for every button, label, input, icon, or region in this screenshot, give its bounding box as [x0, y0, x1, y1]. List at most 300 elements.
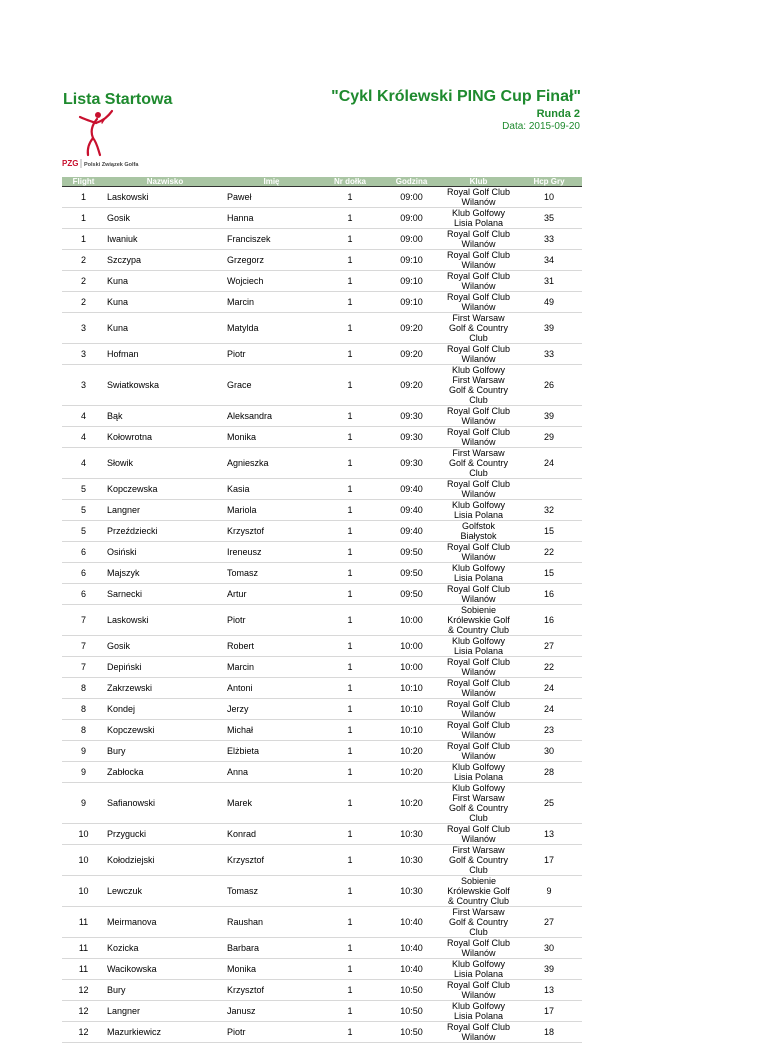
hole-cell: 1 [318, 741, 382, 762]
flight-cell: 9 [62, 741, 105, 762]
flight-cell: 3 [62, 313, 105, 344]
hcp-cell: 39 [516, 406, 582, 427]
surname-cell: Zabłocka [105, 762, 225, 783]
club-cell: Royal Golf Club Wilanów [441, 406, 516, 427]
club-cell: Klub Golfowy Lisia Polana [441, 762, 516, 783]
surname-cell: Langner [105, 1001, 225, 1022]
club-cell: First Warsaw Golf & Country Club [441, 313, 516, 344]
surname-cell: Hofman [105, 344, 225, 365]
hole-cell: 1 [318, 605, 382, 636]
logo-name: Polski Związek Golfa [84, 162, 139, 168]
hole-cell: 1 [318, 229, 382, 250]
hcp-cell: 34 [516, 250, 582, 271]
time-cell: 09:30 [382, 427, 441, 448]
club-cell: Royal Golf Club Wilanów [441, 741, 516, 762]
flight-cell: 11 [62, 907, 105, 938]
hole-cell: 1 [318, 479, 382, 500]
hcp-cell [516, 479, 582, 500]
hole-cell: 1 [318, 365, 382, 406]
time-cell: 10:40 [382, 959, 441, 980]
hcp-cell: 28 [516, 762, 582, 783]
event-title: "Cykl Królewski PING Cup Finał" [331, 88, 581, 105]
club-cell: Klub Golfowy Lisia Polana [441, 208, 516, 229]
table-row [62, 907, 582, 938]
hcp-cell: 33 [516, 344, 582, 365]
table-header-row [62, 177, 582, 187]
hcp-cell: 26 [516, 365, 582, 406]
hcp-cell: 16 [516, 605, 582, 636]
hcp-cell: 33 [516, 229, 582, 250]
hole-cell: 1 [318, 563, 382, 584]
name-cell: Ireneusz [225, 542, 318, 563]
time-cell: 10:10 [382, 678, 441, 699]
hcp-cell: 16 [516, 584, 582, 605]
table-row [62, 365, 582, 406]
surname-cell: Langner [105, 500, 225, 521]
club-cell: Klub Golfowy First Warsaw Golf & Country Club [441, 783, 516, 824]
surname-cell: Kuna [105, 271, 225, 292]
col-club: Klub [441, 177, 516, 187]
hole-cell: 1 [318, 208, 382, 229]
time-cell: 10:00 [382, 605, 441, 636]
hole-cell: 1 [318, 1022, 382, 1043]
table-row [62, 208, 582, 229]
surname-cell: Kołodziejski [105, 845, 225, 876]
pzg-logo [62, 105, 182, 175]
table-row [62, 427, 582, 448]
club-cell: Royal Golf Club Wilanów [441, 678, 516, 699]
flight-cell: 2 [62, 250, 105, 271]
hole-cell: 1 [318, 783, 382, 824]
flight-cell: 9 [62, 783, 105, 824]
name-cell: Marcin [225, 657, 318, 678]
club-cell: Royal Golf Club Wilanów [441, 980, 516, 1001]
name-cell: Konrad [225, 824, 318, 845]
table-row [62, 762, 582, 783]
surname-cell: Gosik [105, 208, 225, 229]
hole-cell: 1 [318, 1001, 382, 1022]
col-time: Godzina [382, 177, 441, 187]
table-row [62, 229, 582, 250]
table-row [62, 542, 582, 563]
name-cell: Monika [225, 427, 318, 448]
hcp-cell: 29 [516, 427, 582, 448]
surname-cell: Iwaniuk [105, 229, 225, 250]
flight-cell: 7 [62, 605, 105, 636]
hole-cell: 1 [318, 980, 382, 1001]
name-cell: Kasia [225, 479, 318, 500]
hcp-cell: 15 [516, 521, 582, 542]
flight-cell: 2 [62, 271, 105, 292]
flight-cell: 5 [62, 521, 105, 542]
surname-cell: Kołowrotna [105, 427, 225, 448]
name-cell: Marcin [225, 292, 318, 313]
surname-cell: Przygucki [105, 824, 225, 845]
hole-cell: 1 [318, 845, 382, 876]
name-cell: Marek [225, 783, 318, 824]
hcp-cell: 49 [516, 292, 582, 313]
table-row [62, 406, 582, 427]
hole-cell: 1 [318, 938, 382, 959]
name-cell: Mariola [225, 500, 318, 521]
surname-cell: Kopczewska [105, 479, 225, 500]
table-row [62, 344, 582, 365]
name-cell: Janusz [225, 1001, 318, 1022]
club-cell: Sobienie Królewskie Golf & Country Club [441, 876, 516, 907]
time-cell: 09:40 [382, 521, 441, 542]
flight-cell: 11 [62, 959, 105, 980]
club-cell: Klub Golfowy Lisia Polana [441, 959, 516, 980]
time-cell: 09:00 [382, 208, 441, 229]
flight-cell: 8 [62, 699, 105, 720]
table-row [62, 313, 582, 344]
club-cell: First Warsaw Golf & Country Club [441, 845, 516, 876]
flight-cell: 2 [62, 292, 105, 313]
time-cell: 10:00 [382, 636, 441, 657]
hcp-cell: 39 [516, 959, 582, 980]
surname-cell: Przeździecki [105, 521, 225, 542]
table-row [62, 1022, 582, 1043]
hcp-cell: 24 [516, 448, 582, 479]
name-cell: Michał [225, 720, 318, 741]
name-cell: Artur [225, 584, 318, 605]
time-cell: 10:30 [382, 845, 441, 876]
time-cell: 09:30 [382, 406, 441, 427]
flight-cell: 7 [62, 636, 105, 657]
hcp-cell: 39 [516, 313, 582, 344]
table-row [62, 959, 582, 980]
table-row [62, 563, 582, 584]
club-cell: Klub Golfowy Lisia Polana [441, 1001, 516, 1022]
hcp-cell: 9 [516, 876, 582, 907]
surname-cell: Kondej [105, 699, 225, 720]
table-row [62, 824, 582, 845]
club-cell: Royal Golf Club Wilanów [441, 657, 516, 678]
hole-cell: 1 [318, 500, 382, 521]
list-title: Lista Startowa [63, 91, 173, 108]
hcp-cell: 24 [516, 678, 582, 699]
surname-cell: Kozicka [105, 938, 225, 959]
time-cell: 10:40 [382, 907, 441, 938]
surname-cell: Laskowski [105, 187, 225, 208]
hole-cell: 1 [318, 876, 382, 907]
hcp-cell: 24 [516, 699, 582, 720]
time-cell: 09:40 [382, 479, 441, 500]
surname-cell: Laskowski [105, 605, 225, 636]
flight-cell: 4 [62, 427, 105, 448]
time-cell: 09:10 [382, 271, 441, 292]
hole-cell: 1 [318, 959, 382, 980]
club-cell: Royal Golf Club Wilanów [441, 250, 516, 271]
hcp-cell: 27 [516, 907, 582, 938]
flight-cell: 11 [62, 938, 105, 959]
time-cell: 09:20 [382, 344, 441, 365]
hole-cell: 1 [318, 907, 382, 938]
table-row [62, 720, 582, 741]
club-cell: Royal Golf Club Wilanów [441, 427, 516, 448]
flight-cell: 1 [62, 187, 105, 208]
time-cell: 10:20 [382, 741, 441, 762]
club-cell: Royal Golf Club Wilanów [441, 584, 516, 605]
hcp-cell: 10 [516, 187, 582, 208]
hole-cell: 1 [318, 250, 382, 271]
flight-cell: 4 [62, 448, 105, 479]
name-cell: Barbara [225, 938, 318, 959]
name-cell: Tomasz [225, 563, 318, 584]
time-cell: 09:20 [382, 365, 441, 406]
surname-cell: Swiatkowska [105, 365, 225, 406]
table-row [62, 605, 582, 636]
table-row [62, 980, 582, 1001]
name-cell: Krzysztof [225, 845, 318, 876]
surname-cell: Bury [105, 980, 225, 1001]
hcp-cell: 23 [516, 720, 582, 741]
hole-cell: 1 [318, 657, 382, 678]
club-cell: Klub Golfowy First Warsaw Golf & Country Club [441, 365, 516, 406]
club-cell: Royal Golf Club Wilanów [441, 229, 516, 250]
club-cell: Royal Golf Club Wilanów [441, 344, 516, 365]
time-cell: 10:10 [382, 699, 441, 720]
club-cell: First Warsaw Golf & Country Club [441, 907, 516, 938]
hole-cell: 1 [318, 824, 382, 845]
time-cell: 09:50 [382, 584, 441, 605]
flight-cell: 12 [62, 1001, 105, 1022]
name-cell: Matylda [225, 313, 318, 344]
time-cell: 10:30 [382, 824, 441, 845]
club-cell: Royal Golf Club Wilanów [441, 720, 516, 741]
table-row [62, 657, 582, 678]
flight-cell: 5 [62, 500, 105, 521]
surname-cell: Bąk [105, 406, 225, 427]
hcp-cell: 22 [516, 542, 582, 563]
name-cell: Robert [225, 636, 318, 657]
club-cell: Sobienie Królewskie Golf & Country Club [441, 605, 516, 636]
surname-cell: Szczypa [105, 250, 225, 271]
surname-cell: Lewczuk [105, 876, 225, 907]
club-cell: Royal Golf Club Wilanów [441, 271, 516, 292]
table-row [62, 250, 582, 271]
hole-cell: 1 [318, 344, 382, 365]
flight-cell: 8 [62, 678, 105, 699]
table-body [62, 187, 582, 1043]
time-cell: 09:50 [382, 563, 441, 584]
name-cell: Piotr [225, 1022, 318, 1043]
table-row [62, 876, 582, 907]
surname-cell: Kuna [105, 313, 225, 344]
time-cell: 09:40 [382, 500, 441, 521]
club-cell: Royal Golf Club Wilanów [441, 938, 516, 959]
time-cell: 09:00 [382, 229, 441, 250]
flight-cell: 4 [62, 406, 105, 427]
name-cell: Tomasz [225, 876, 318, 907]
club-cell: Royal Golf Club Wilanów [441, 292, 516, 313]
flight-cell: 12 [62, 980, 105, 1001]
time-cell: 09:00 [382, 187, 441, 208]
flight-cell: 1 [62, 229, 105, 250]
name-cell: Piotr [225, 344, 318, 365]
hcp-cell: 22 [516, 657, 582, 678]
club-cell: Golfstok Białystok [441, 521, 516, 542]
col-hole: Nr dołka [318, 177, 382, 187]
time-cell: 10:20 [382, 783, 441, 824]
surname-cell: Majszyk [105, 563, 225, 584]
hcp-cell: 30 [516, 938, 582, 959]
surname-cell: Safianowski [105, 783, 225, 824]
table-row [62, 521, 582, 542]
flight-cell: 9 [62, 762, 105, 783]
time-cell: 10:40 [382, 938, 441, 959]
name-cell: Krzysztof [225, 521, 318, 542]
time-cell: 10:20 [382, 762, 441, 783]
table-row [62, 187, 582, 208]
surname-cell: Gosik [105, 636, 225, 657]
club-cell: Klub Golfowy Lisia Polana [441, 563, 516, 584]
hcp-cell: 13 [516, 824, 582, 845]
time-cell: 10:50 [382, 980, 441, 1001]
flight-cell: 3 [62, 365, 105, 406]
table-row [62, 584, 582, 605]
hole-cell: 1 [318, 271, 382, 292]
flight-cell: 5 [62, 479, 105, 500]
surname-cell: Meirmanova [105, 907, 225, 938]
table-row [62, 938, 582, 959]
table-row [62, 678, 582, 699]
date-label: Data: 2015-09-20 [502, 121, 580, 132]
hcp-cell: 17 [516, 1001, 582, 1022]
table-row [62, 845, 582, 876]
round-label: Runda 2 [536, 108, 580, 120]
time-cell: 10:00 [382, 657, 441, 678]
name-cell: Wojciech [225, 271, 318, 292]
flight-cell: 10 [62, 876, 105, 907]
name-cell: Elżbieta [225, 741, 318, 762]
time-cell: 10:50 [382, 1022, 441, 1043]
surname-cell: Sarnecki [105, 584, 225, 605]
col-surname: Nazwisko [105, 177, 225, 187]
name-cell: Paweł [225, 187, 318, 208]
time-cell: 09:30 [382, 448, 441, 479]
table-row [62, 1001, 582, 1022]
name-cell: Grace [225, 365, 318, 406]
hole-cell: 1 [318, 699, 382, 720]
flight-cell: 10 [62, 824, 105, 845]
name-cell: Raushan [225, 907, 318, 938]
name-cell: Antoni [225, 678, 318, 699]
club-cell: Klub Golfowy Lisia Polana [441, 500, 516, 521]
hcp-cell: 32 [516, 500, 582, 521]
hole-cell: 1 [318, 292, 382, 313]
flight-cell: 7 [62, 657, 105, 678]
hcp-cell: 27 [516, 636, 582, 657]
name-cell: Piotr [225, 605, 318, 636]
hole-cell: 1 [318, 636, 382, 657]
club-cell: Royal Golf Club Wilanów [441, 1022, 516, 1043]
name-cell: Monika [225, 959, 318, 980]
club-cell: Royal Golf Club Wilanów [441, 699, 516, 720]
table-row [62, 479, 582, 500]
flight-cell: 10 [62, 845, 105, 876]
logo-abbrev: PZG [62, 159, 79, 168]
club-cell: Royal Golf Club Wilanów [441, 479, 516, 500]
flight-cell: 12 [62, 1022, 105, 1043]
surname-cell: Bury [105, 741, 225, 762]
time-cell: 10:50 [382, 1001, 441, 1022]
flight-cell: 3 [62, 344, 105, 365]
name-cell: Franciszek [225, 229, 318, 250]
table-row [62, 500, 582, 521]
name-cell: Aleksandra [225, 406, 318, 427]
surname-cell: Osiński [105, 542, 225, 563]
hole-cell: 1 [318, 720, 382, 741]
surname-cell: Depiński [105, 657, 225, 678]
hcp-cell: 18 [516, 1022, 582, 1043]
flight-cell: 6 [62, 542, 105, 563]
surname-cell: Kopczewski [105, 720, 225, 741]
hole-cell: 1 [318, 678, 382, 699]
col-flight: Flight [62, 177, 105, 187]
table-row [62, 699, 582, 720]
table-row [62, 741, 582, 762]
club-cell: Royal Golf Club Wilanów [441, 542, 516, 563]
col-name: Imię [225, 177, 318, 187]
hcp-cell: 17 [516, 845, 582, 876]
time-cell: 10:30 [382, 876, 441, 907]
surname-cell: Słowik [105, 448, 225, 479]
start-list-table [62, 177, 582, 1043]
club-cell: Royal Golf Club Wilanów [441, 824, 516, 845]
table-row [62, 636, 582, 657]
hole-cell: 1 [318, 521, 382, 542]
hcp-cell: 13 [516, 980, 582, 1001]
name-cell: Agnieszka [225, 448, 318, 479]
col-hcp: Hcp Gry [516, 177, 582, 187]
hcp-cell: 30 [516, 741, 582, 762]
surname-cell: Wacikowska [105, 959, 225, 980]
surname-cell: Zakrzewski [105, 678, 225, 699]
name-cell: Krzysztof [225, 980, 318, 1001]
hole-cell: 1 [318, 427, 382, 448]
flight-cell: 6 [62, 584, 105, 605]
time-cell: 10:10 [382, 720, 441, 741]
time-cell: 09:50 [382, 542, 441, 563]
name-cell: Grzegorz [225, 250, 318, 271]
name-cell: Hanna [225, 208, 318, 229]
hcp-cell: 31 [516, 271, 582, 292]
club-cell: Royal Golf Club Wilanów [441, 187, 516, 208]
table-row [62, 448, 582, 479]
hole-cell: 1 [318, 762, 382, 783]
flight-cell: 1 [62, 208, 105, 229]
hole-cell: 1 [318, 406, 382, 427]
name-cell: Jerzy [225, 699, 318, 720]
table-row [62, 292, 582, 313]
golfer-icon [62, 105, 182, 175]
table-row [62, 783, 582, 824]
table-row [62, 271, 582, 292]
name-cell: Anna [225, 762, 318, 783]
surname-cell: Mazurkiewicz [105, 1022, 225, 1043]
flight-cell: 6 [62, 563, 105, 584]
time-cell: 09:10 [382, 292, 441, 313]
time-cell: 09:20 [382, 313, 441, 344]
hole-cell: 1 [318, 448, 382, 479]
hcp-cell: 15 [516, 563, 582, 584]
club-cell: First Warsaw Golf & Country Club [441, 448, 516, 479]
flight-cell: 8 [62, 720, 105, 741]
hole-cell: 1 [318, 584, 382, 605]
hole-cell: 1 [318, 542, 382, 563]
surname-cell: Kuna [105, 292, 225, 313]
